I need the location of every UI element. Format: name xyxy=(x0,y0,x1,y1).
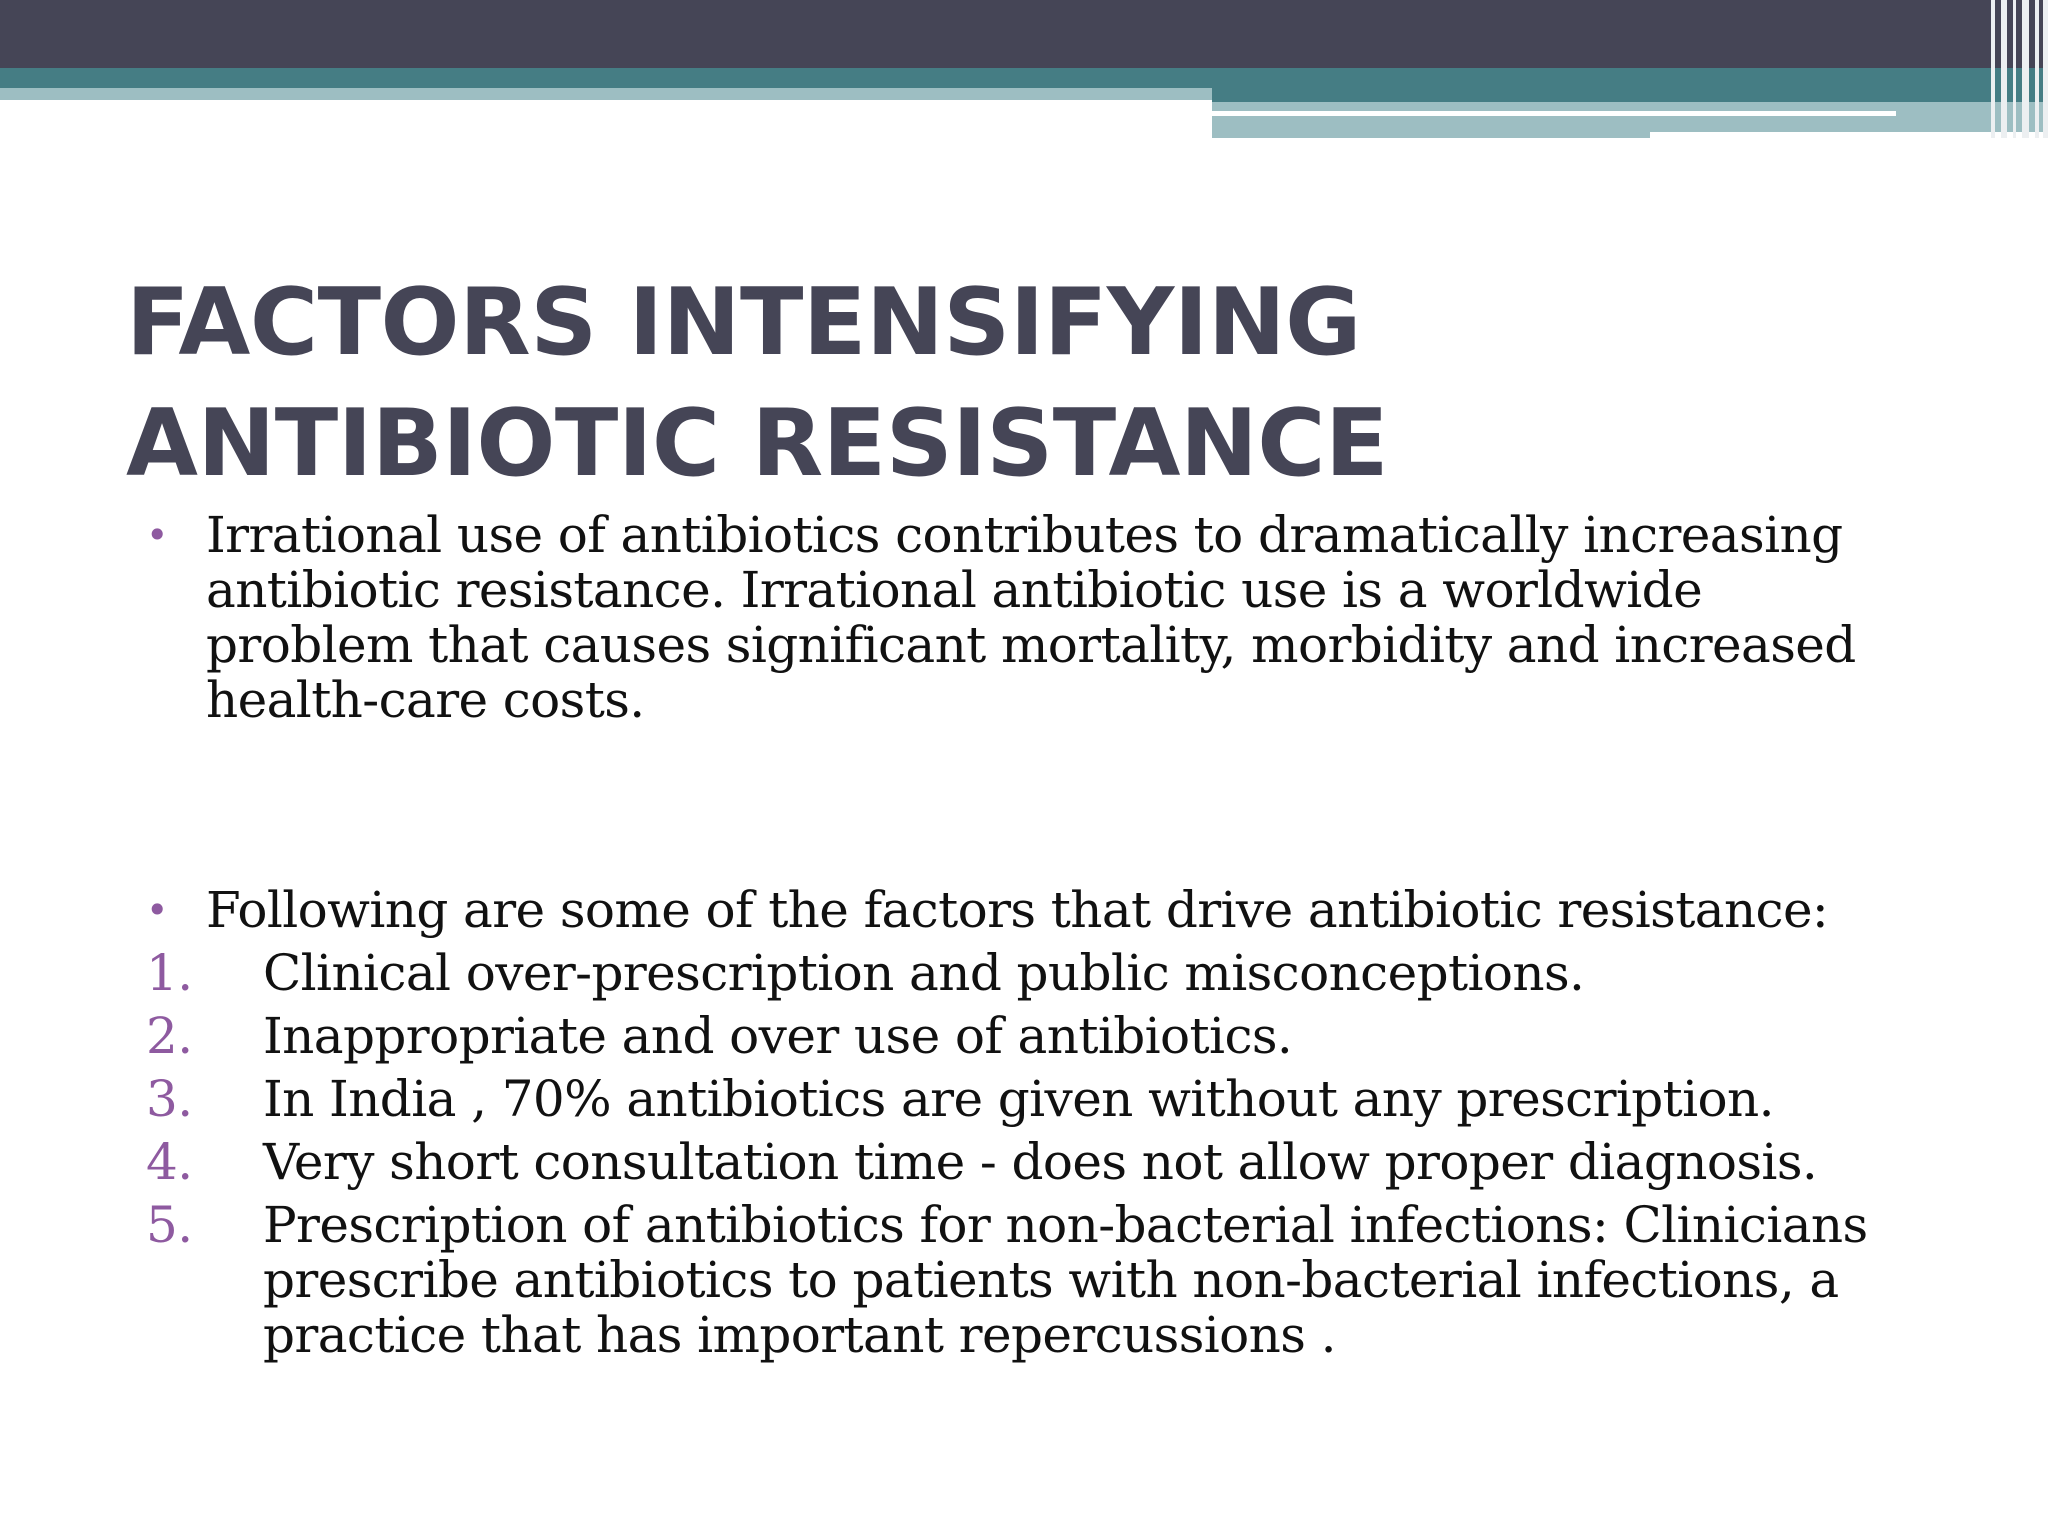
list-item xyxy=(0,1072,1923,1127)
header-teal-band xyxy=(0,68,2048,88)
header-bar xyxy=(2001,0,2007,138)
list-item xyxy=(0,1135,1923,1190)
header-dark-band xyxy=(0,0,2048,68)
slide-content xyxy=(0,508,2048,1371)
list-item-text: Prescription of antibiotics for non-bacterial infections: Clinicians prescribe antibiotics to patients with non-bacterial infections, a practice that has important repercussions . xyxy=(263,1196,1868,1364)
header-light-band-left xyxy=(0,88,1212,100)
bullet-item xyxy=(0,508,1906,728)
list-item xyxy=(0,1198,1923,1363)
list-number: 5. xyxy=(146,1196,193,1254)
header-bar xyxy=(2022,0,2029,138)
list-item-text: In India , 70% antibiotics are given without any prescription. xyxy=(263,1070,1774,1128)
bullet-text: Following are some of the factors that drive antibiotic resistance: xyxy=(206,881,1829,939)
list-item-text: Very short consultation time - does not allow proper diagnosis. xyxy=(263,1133,1818,1191)
header-white-line xyxy=(1212,111,1896,116)
slide-title: FACTORS INTENSIFYING ANTIBIOTIC RESISTANCE xyxy=(126,268,1389,497)
list-number: 4. xyxy=(146,1133,193,1191)
list-item xyxy=(0,1009,1923,1064)
bullet-marker: • xyxy=(146,888,168,932)
factors-list xyxy=(0,946,2048,1363)
bullet-marker: • xyxy=(146,513,168,557)
list-number: 3. xyxy=(146,1070,193,1128)
bullet-text: Irrational use of antibiotics contributes to dramatically increasing antibiotic resistance. Irrational antibiotic use is a worldwide problem that causes significant mortality, morbidity and increased health-care costs. xyxy=(206,506,1856,729)
list-item-text: Inappropriate and over use of antibiotics. xyxy=(263,1007,1293,1065)
header-bar xyxy=(1991,0,1995,138)
bullet-item xyxy=(0,883,1906,938)
list-number: 1. xyxy=(146,944,193,1002)
header-vertical-bars xyxy=(1985,0,2048,138)
list-number: 2. xyxy=(146,1007,193,1065)
list-item xyxy=(0,946,1923,1001)
header-bar xyxy=(2043,0,2048,138)
header-teal-band-right xyxy=(1212,88,2048,102)
header-bar xyxy=(2035,0,2039,138)
list-item-text: Clinical over-prescription and public misconceptions. xyxy=(263,944,1585,1002)
header-bar xyxy=(2013,0,2016,138)
